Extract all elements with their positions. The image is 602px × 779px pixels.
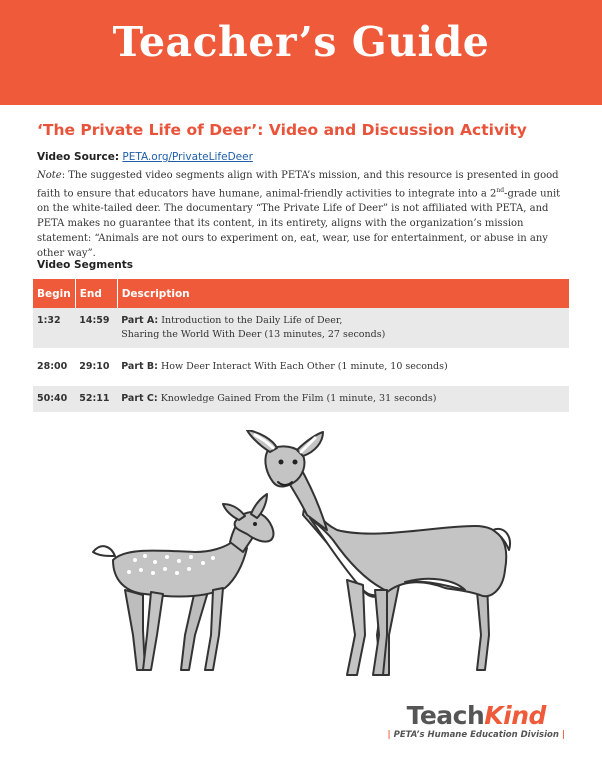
activity-title: ‘The Private Life of Deer’: Video and Discussion Activity bbox=[37, 121, 527, 139]
note-sup: nd bbox=[496, 187, 505, 194]
logo-teach: Teach bbox=[406, 701, 485, 730]
end-cell: 29:10 bbox=[79, 361, 110, 372]
table-row bbox=[33, 386, 569, 412]
table-header-row bbox=[33, 279, 569, 308]
segments-heading: Video Segments bbox=[37, 259, 134, 271]
description-cell bbox=[117, 386, 569, 412]
begin-cell: 50:40 bbox=[33, 386, 75, 412]
video-source bbox=[37, 151, 253, 163]
col-begin: Begin bbox=[33, 279, 75, 308]
desc-line: Knowledge Gained From the Film (1 minute, 31 seconds) bbox=[160, 393, 437, 404]
part-label: Part C: bbox=[121, 393, 158, 404]
tagline-bar-left: | bbox=[387, 730, 391, 740]
note-label: Note bbox=[37, 170, 62, 181]
logo-tagline bbox=[388, 730, 565, 740]
end-cell: 52:11 bbox=[75, 386, 117, 412]
tagline-bar-right: | bbox=[561, 730, 565, 740]
desc-line: How Deer Interact With Each Other (1 minute, 10 seconds) bbox=[160, 361, 448, 372]
desc-line: Sharing the World With Deer (13 minutes, 27 seconds) bbox=[121, 329, 386, 340]
note-text-a: : The suggested video segments align with PETA’s mission, and this resource is presented in good faith to ensure that educators have humane, animal-friendly activities to integrate into a 2 bbox=[37, 170, 559, 200]
deer-illustration bbox=[85, 430, 525, 690]
col-end: End bbox=[75, 279, 117, 308]
video-source-link[interactable]: PETA.org/PrivateLifeDeer bbox=[122, 151, 253, 163]
segments-table bbox=[33, 279, 569, 412]
disclaimer-note bbox=[37, 168, 567, 261]
table-row bbox=[33, 354, 569, 380]
video-source-label: Video Source: bbox=[37, 151, 120, 163]
desc-line: Introduction to the Daily Life of Deer, bbox=[161, 315, 343, 326]
end-cell: 14:59 bbox=[75, 308, 117, 348]
table-row bbox=[33, 308, 569, 348]
begin-cell: 28:00 bbox=[37, 361, 68, 372]
fawn-figure bbox=[93, 494, 273, 670]
note-text-b: -grade unit on the white-tailed deer. The documentary “The Private Life of Deer” is not affiliated with PETA, and PETA makes no guarantee that its content, in its entirety, aligns with the organization’s mission statement: “Animals are not ours to experiment on, eat, wear, use for entertainment, or abuse in any other way”. bbox=[37, 188, 561, 260]
col-description: Description bbox=[117, 279, 569, 308]
header-banner bbox=[0, 0, 602, 105]
logo-kind: Kind bbox=[484, 701, 546, 730]
begin-cell: 1:32 bbox=[33, 308, 75, 348]
tagline-text: PETA’s Humane Education Division bbox=[393, 730, 559, 740]
doe-figure bbox=[247, 430, 510, 675]
description-cell bbox=[117, 354, 569, 380]
description-cell bbox=[117, 308, 569, 348]
part-label: Part B: bbox=[121, 361, 158, 372]
part-label: Part A: bbox=[121, 315, 159, 326]
page-title: Teacher’s Guide bbox=[112, 18, 490, 66]
teachkind-logo bbox=[388, 701, 565, 740]
logo-wordmark bbox=[388, 701, 565, 730]
